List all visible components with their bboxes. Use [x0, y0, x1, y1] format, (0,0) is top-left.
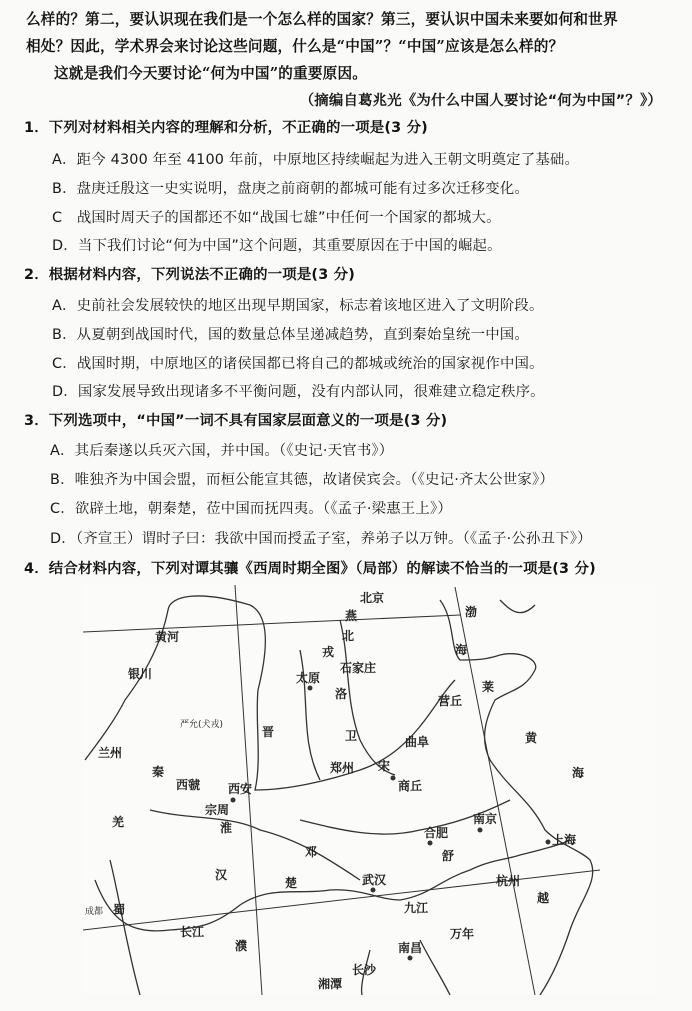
- map-label: 杭州: [496, 874, 521, 888]
- map-label: 合肥: [424, 826, 449, 840]
- han-river: [150, 810, 360, 880]
- city-markers: [231, 686, 551, 961]
- map-label: 商丘: [398, 779, 423, 793]
- question-3-option-b: B．唯独齐为中国会盟，而桓公能宣其德，故诸侯宾会。（《史记·齐太公世家》）: [50, 472, 554, 488]
- map-label: 黄: [525, 731, 538, 745]
- question-2-stem: 2．根据材料内容，下列说法不正确的一项是(3 分): [24, 267, 356, 283]
- map-label: 黄河: [155, 630, 180, 644]
- river: [340, 620, 395, 775]
- question-2-option-d: D．国家发展导致出现诸多不平衡问题，没有内部认同，很难建立稳定秩序。: [52, 384, 545, 400]
- map-label: 武汉: [362, 873, 387, 887]
- city-marker: [478, 828, 483, 833]
- map-label: 蜀: [113, 903, 126, 917]
- map-label: 秦: [152, 765, 165, 779]
- map-label: 宋: [378, 759, 391, 773]
- question-2-option-a: A．史前社会发展较快的地区出现早期国家，标志着该地区进入了文明阶段。: [52, 298, 544, 314]
- map-label: 濮: [235, 939, 248, 953]
- map-label: 北京: [360, 591, 385, 605]
- question-2-option-b: B．从夏朝到战国时代，国的数量总体呈递减趋势，直到秦始皇统一中国。: [52, 327, 529, 343]
- map-svg: [83, 582, 657, 995]
- map-label: 莱: [482, 680, 495, 694]
- yellow-river: [85, 596, 455, 790]
- map-label: 银川: [128, 667, 153, 681]
- map-label: 西安: [228, 782, 253, 796]
- map-label: 营丘: [438, 694, 463, 708]
- question-3-stem: 3．下列选项中，“中国”一词不具有国家层面意义的一项是(3 分): [24, 413, 448, 429]
- city-marker: [231, 798, 236, 803]
- map-label: 海: [455, 643, 468, 657]
- western-zhou-map: [83, 582, 657, 995]
- question-4-stem: 4．结合材料内容，下列对谭其骧《西周时期全图》（局部）的解读不恰当的一项是(3 分): [24, 561, 596, 577]
- map-label: 南京: [473, 812, 498, 826]
- map-label: 长江: [180, 925, 205, 939]
- map-label: 太原: [296, 671, 321, 685]
- question-1-option-c: C 战国时周天子的国都还不如“战国七雄”中任何一个国家的都城大。: [52, 210, 501, 226]
- map-label: 郑州: [330, 761, 355, 775]
- map-label: 戎: [322, 645, 335, 659]
- passage-line: 这就是我们今天要讨论“何为中国”的重要原因。: [54, 65, 368, 82]
- question-2-option-c: C．战国时期，中原地区的诸侯国都已将自己的都城或统治的国家视作中国。: [52, 356, 544, 372]
- map-label: 洛: [335, 687, 348, 701]
- passage-line: 么样的？第二，要认识现在我们是一个怎么样的国家？第三，要认识中国未来要如何和世界: [26, 11, 618, 28]
- graticule-line: [83, 615, 460, 632]
- map-label: 羌: [112, 815, 125, 829]
- map-label: 汉: [215, 868, 228, 882]
- city-marker: [391, 776, 396, 781]
- map-label: 楚: [285, 876, 298, 890]
- city-marker: [371, 888, 376, 893]
- map-label: 上海: [552, 833, 577, 847]
- map-label: 成都: [85, 907, 104, 917]
- map-label: 西虢: [176, 778, 201, 792]
- question-1-option-b: B．盘庚迁殷这一史实说明，盘庚之前商朝的都城可能有过多次迁移变化。: [52, 181, 529, 197]
- map-label: 海: [572, 766, 585, 780]
- passage-line: 相处？因此，学术界会来讨论这些问题，什么是“中国”？“中国”应该是怎么样的？: [26, 38, 564, 55]
- map-label: 宗周: [205, 803, 230, 817]
- city-marker: [546, 840, 551, 845]
- map-label: 淮: [220, 821, 233, 835]
- passage-source: （摘编自葛兆光《为什么中国人要讨论“何为中国”？》）: [299, 93, 662, 109]
- river: [420, 940, 450, 995]
- coastline: [500, 600, 535, 613]
- city-marker: [408, 956, 413, 961]
- map-label: 邓: [305, 845, 318, 859]
- question-3-option-a: A．其后秦遂以兵灭六国，并中国。（《史记·天官书》）: [50, 443, 394, 459]
- question-1-stem: 1．下列对材料相关内容的理解和分析，不正确的一项是(3 分): [24, 120, 428, 136]
- map-label: 越: [537, 891, 550, 905]
- map-label: 卫: [345, 729, 358, 743]
- map-label: 燕: [345, 609, 358, 623]
- map-label: 兰州: [98, 746, 123, 760]
- map-label: 石家庄: [340, 661, 377, 675]
- map-label: 严允(犬戎): [180, 720, 224, 730]
- question-3-option-c: C．欲辟土地，朝秦楚，莅中国而抚四夷。（《孟子·梁惠王上》）: [50, 501, 452, 517]
- city-marker: [428, 841, 433, 846]
- map-label: 万年: [450, 927, 475, 941]
- map-label: 晋: [262, 725, 275, 739]
- map-label: 长沙: [352, 963, 377, 977]
- question-3-option-d: D．（齐宣王）谓时子曰：我欲中国而授孟子室，养弟子以万钟。（《孟子·公孙丑下》）: [50, 531, 592, 547]
- map-label: 北: [342, 629, 355, 643]
- graticule-line: [83, 870, 600, 930]
- map-label: 南昌: [398, 941, 423, 955]
- map-label: 渤: [465, 605, 478, 619]
- city-marker: [308, 686, 313, 691]
- question-1-option-a: A．距今 4300 年至 4100 年前，中原地区持续崛起为进入王朝文明奠定了基础。: [52, 152, 580, 168]
- map-label: 曲阜: [405, 735, 430, 749]
- river: [300, 650, 320, 780]
- map-label: 九江: [404, 901, 429, 915]
- map-label: 湘潭: [318, 977, 343, 991]
- question-1-option-d: D．当下我们讨论“何为中国”这个问题，其重要原因在于中国的崛起。: [52, 238, 502, 254]
- map-label: 舒: [442, 849, 455, 863]
